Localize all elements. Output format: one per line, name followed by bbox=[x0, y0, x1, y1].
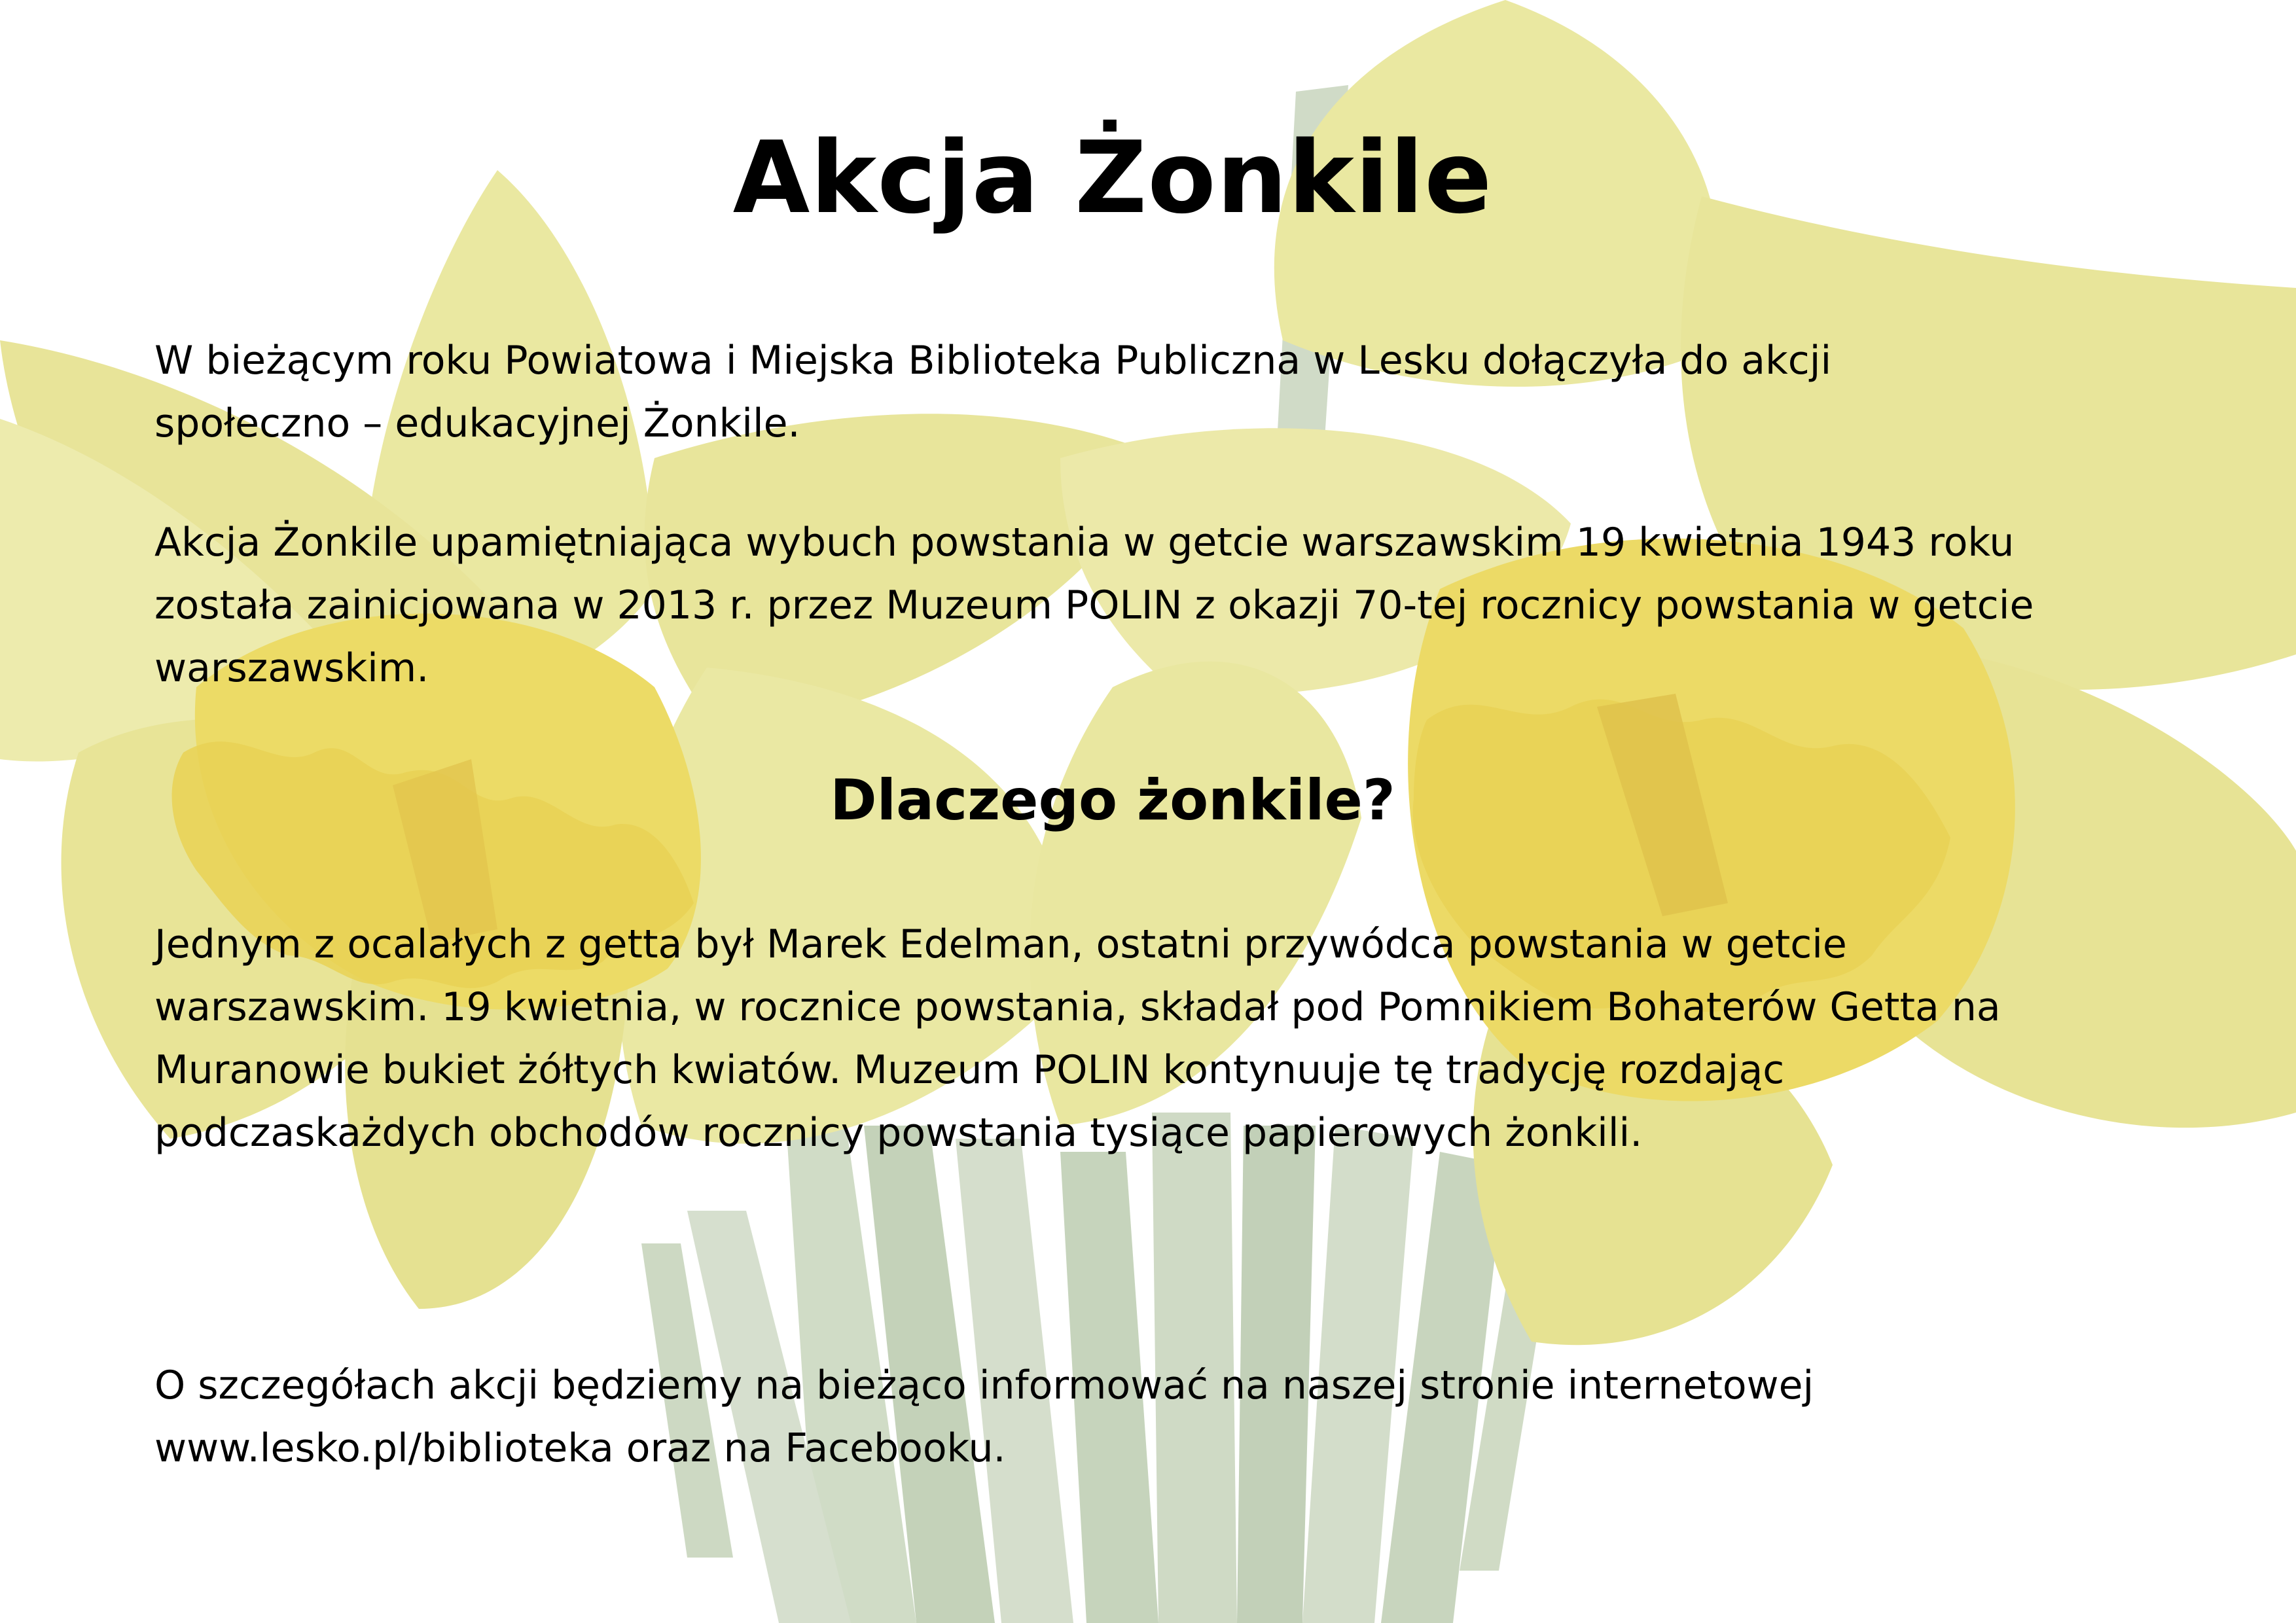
intro-line-1: W bieżącym roku Powiatowa i Miejska Biblioteka Publiczna w Lesku dołączyła do akcji bbox=[154, 338, 1832, 383]
info-line-1: O szczegółach akcji będziemy na bieżąco informować na naszej stronie internetowej bbox=[154, 1363, 1814, 1408]
reason-line-2: warszawskim. 19 kwietnia, w rocznice powstania, składał pod Pomnikiem Bohaterów Getta na bbox=[154, 984, 2001, 1030]
history-line-1: Akcja Żonkile upamiętniająca wybuch powstania w getcie warszawskim 19 kwietnia 1943 roku bbox=[154, 520, 2015, 565]
reason-line-1: Jednym z ocalałych z getta był Marek Edelman, ostatni przywódca powstania w getcie bbox=[154, 921, 1847, 967]
reason-line-3: Muranowie bukiet żółtych kwiatów. Muzeum POLIN kontynuuje tę tradycję rozdając bbox=[154, 1047, 1785, 1093]
intro-line-2: społeczno – edukacyjnej Żonkile. bbox=[154, 401, 800, 446]
history-line-2: została zainicjowana w 2013 r. przez Muzeum POLIN z okazji 70-tej rocznicy powstania w getcie bbox=[154, 582, 2034, 628]
page-title: Akcja Żonkile bbox=[732, 120, 1493, 236]
history-line-3: warszawskim. bbox=[154, 645, 429, 691]
section-heading: Dlaczego żonkile? bbox=[830, 768, 1395, 833]
info-line-2: www.lesko.pl/biblioteka oraz na Facebooku. bbox=[154, 1425, 1006, 1471]
reason-line-4: podczaskażdych obchodów rocznicy powstania tysiące papierowych żonkili. bbox=[154, 1110, 1643, 1156]
